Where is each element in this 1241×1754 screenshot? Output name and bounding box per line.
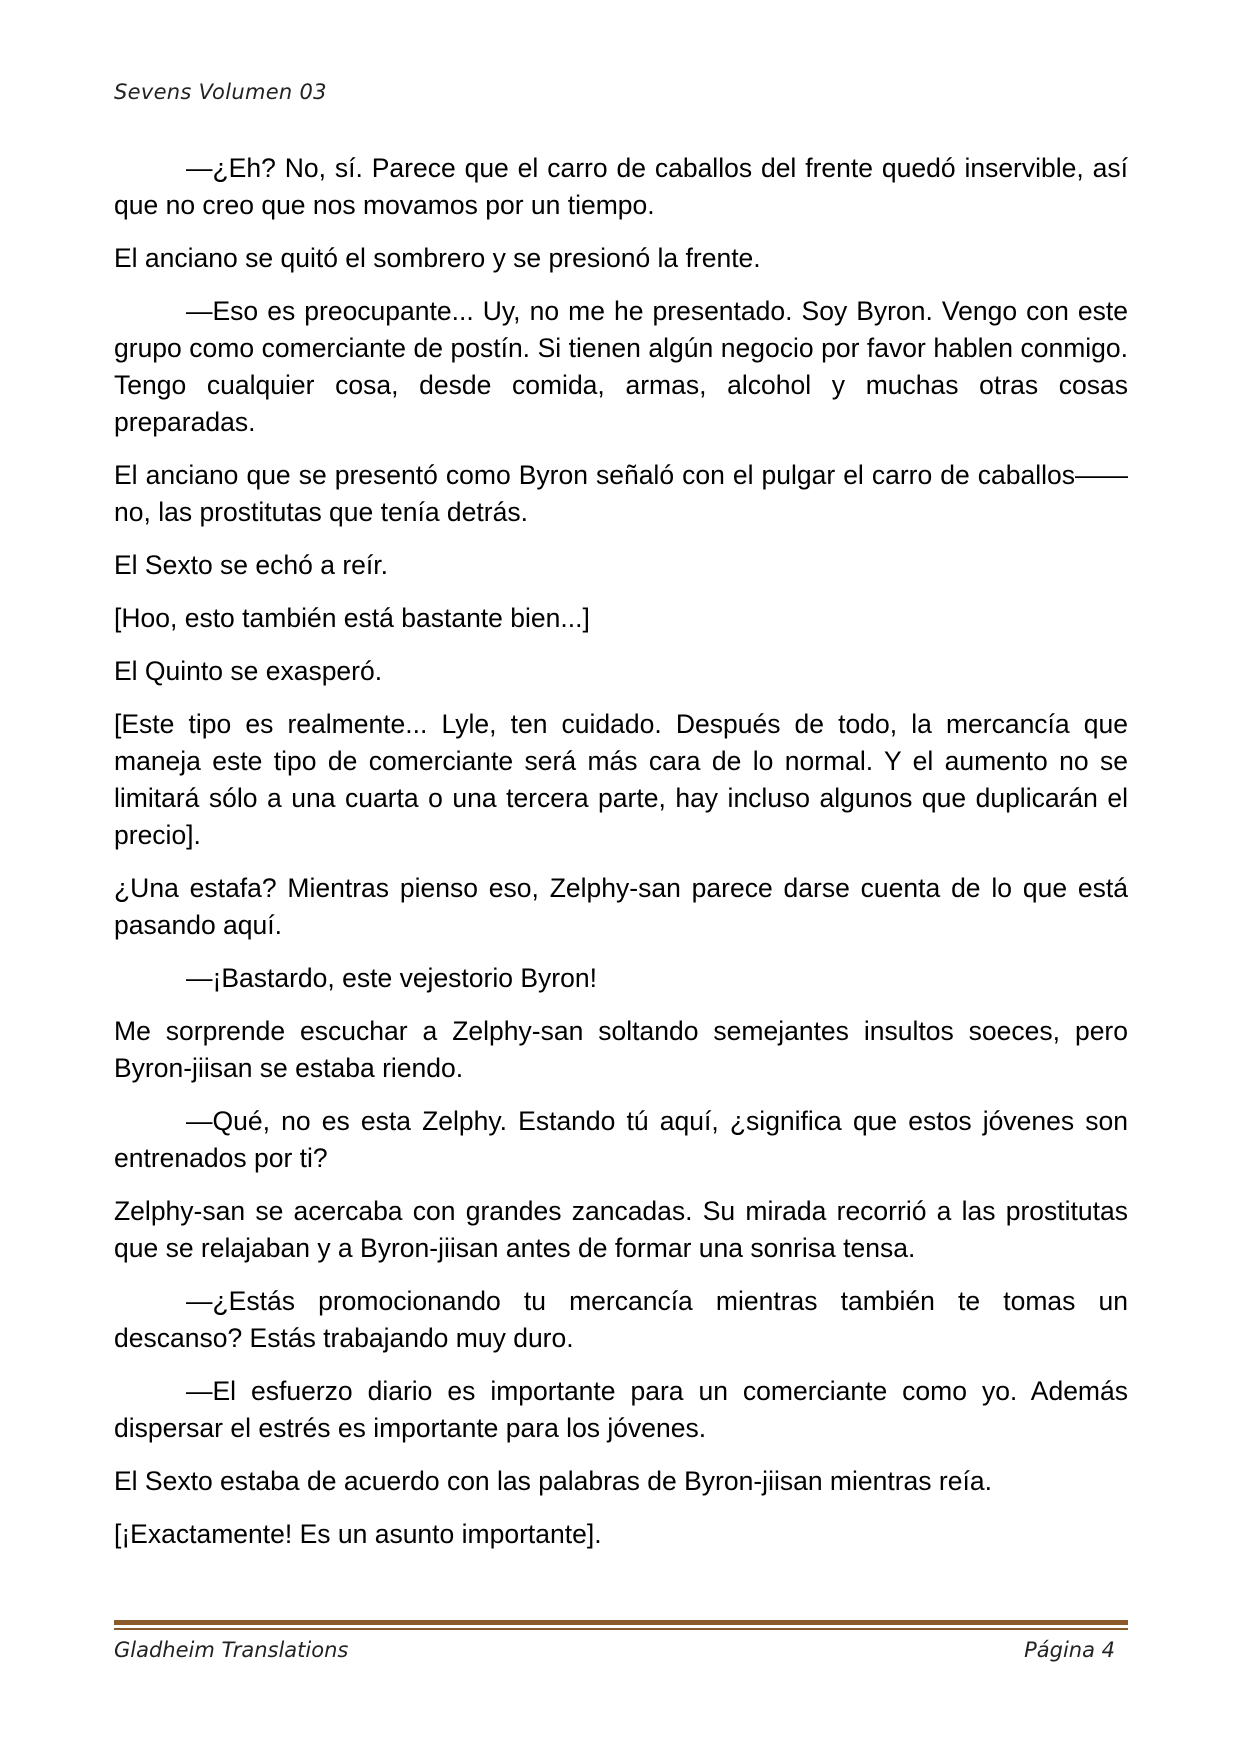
footer-rule-thin (114, 1628, 1128, 1630)
paragraph: Zelphy-san se acercaba con grandes zancadas. Su mirada recorrió a las prostitutas que se relajaban y a Byron-jiisan antes de formar una sonrisa tensa. (114, 1196, 1128, 1263)
paragraph: El Sexto se echó a reír. (114, 550, 388, 580)
footer-page-number: Página 4 (1024, 1638, 1115, 1662)
paragraph: —Eso es preocupante... Uy, no me he presentado. Soy Byron. Vengo con este grupo como comerciante de postín. Si tienen algún negocio por favor hablen conmigo. Tengo cualquier cosa, desde comida, armas, alcohol y muchas otras cosas preparadas. (114, 296, 1128, 437)
paragraph: El anciano se quitó el sombrero y se presionó la frente. (114, 243, 761, 273)
paragraph: ¿Una estafa? Mientras pienso eso, Zelphy-san parece darse cuenta de lo que está pasando aquí. (114, 873, 1128, 940)
page-header-title: Sevens Volumen 03 (114, 80, 327, 104)
paragraph: Me sorprende escuchar a Zelphy-san soltando semejantes insultos soeces, pero Byron-jiisan se estaba riendo. (114, 1016, 1128, 1083)
paragraph: —¿Estás promocionando tu mercancía mientras también te tomas un descanso? Estás trabajando muy duro. (114, 1286, 1128, 1353)
paragraph: —¡Bastardo, este vejestorio Byron! (186, 963, 597, 993)
page-body (114, 150, 1128, 1569)
paragraph: El Sexto estaba de acuerdo con las palabras de Byron-jiisan mientras reía. (114, 1466, 992, 1496)
paragraph: [Hoo, esto también está bastante bien...] (114, 603, 590, 633)
paragraph: [¡Exactamente! Es un asunto importante]. (114, 1519, 602, 1549)
paragraph: El Quinto se exasperó. (114, 656, 383, 686)
paragraph: [Este tipo es realmente... Lyle, ten cuidado. Después de todo, la mercancía que maneja este tipo de comerciante será más cara de lo normal. Y el aumento no se limitará sólo a una cuarta o una tercera parte, hay incluso algunos que duplicarán el precio]. (114, 709, 1128, 850)
footer-rule-thick (114, 1620, 1128, 1625)
paragraph: —¿Eh? No, sí. Parece que el carro de caballos del frente quedó inservible, así que no creo que nos movamos por un tiempo. (114, 153, 1128, 220)
paragraph: —El esfuerzo diario es importante para un comerciante como yo. Además dispersar el estrés es importante para los jóvenes. (114, 1376, 1128, 1443)
paragraph: —Qué, no es esta Zelphy. Estando tú aquí, ¿significa que estos jóvenes son entrenados por ti? (114, 1106, 1128, 1173)
paragraph: El anciano que se presentó como Byron señaló con el pulgar el carro de caballos——no, las prostitutas que tenía detrás. (114, 460, 1128, 527)
footer-publisher: Gladheim Translations (114, 1638, 349, 1662)
